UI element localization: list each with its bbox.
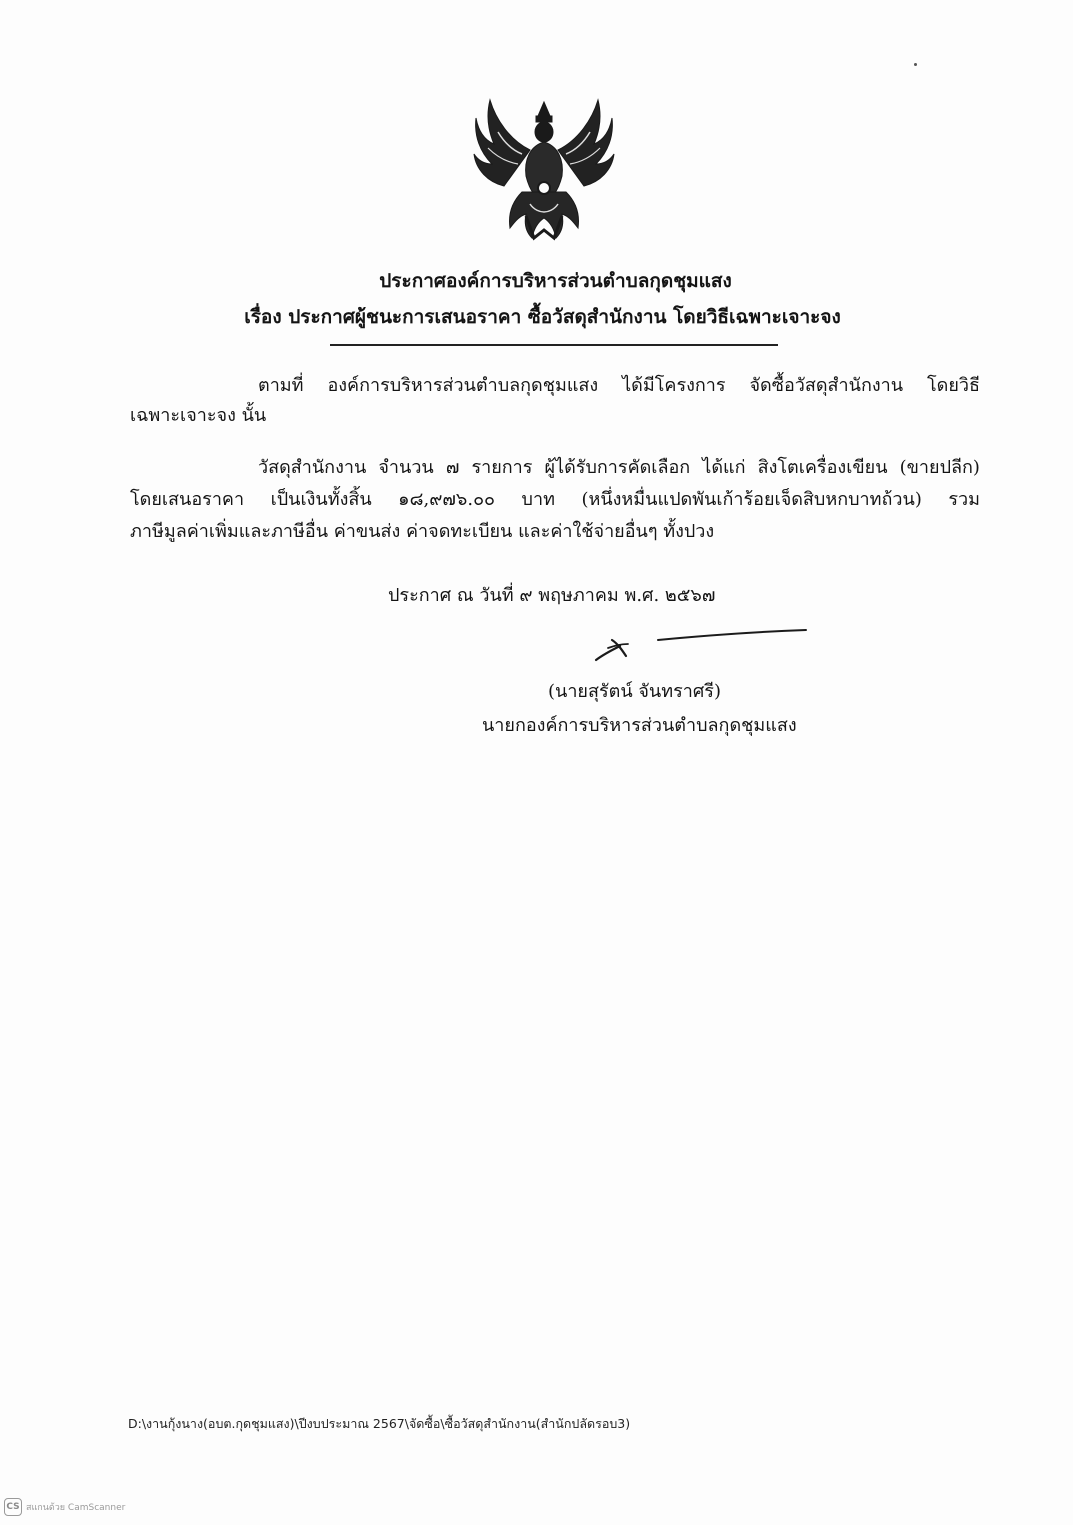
signatory-name: (นายสุรัตน์ จันทราศรี) xyxy=(548,681,721,702)
signatory-title: นายกองค์การบริหารส่วนตำบลกุดชุมแสง xyxy=(482,715,797,736)
paragraph-2-word: สิงโตเครื่องเขียน xyxy=(757,457,888,478)
paragraph-1-word: องค์การบริหารส่วนตำบลกุดชุมแสง xyxy=(327,375,599,396)
file-path-footer: D:\งานกุ้งนาง(อบต.กุดชุมแสง)\ปีงบประมาณ 2567\จัดซื้อ\ซื้อวัสดุสำนักงาน(สำนักปลัดรอบ3) xyxy=(128,1416,631,1431)
paragraph-2-word: ผู้ได้รับการคัดเลือก xyxy=(544,457,691,478)
amount-in-words: (หนึ่งหมื่นแปดพันเก้าร้อยเจ็ดสิบหกบาทถ้วน) xyxy=(581,489,922,510)
paragraph-1-word: ได้มีโครงการ xyxy=(622,375,726,396)
paragraph-2-word: โดยเสนอราคา xyxy=(130,489,245,510)
paragraph-2-word: จำนวน xyxy=(378,457,434,478)
paragraph-1-line-2: เฉพาะเจาะจง นั้น xyxy=(130,405,267,426)
paragraph-2-word: รวม xyxy=(948,489,980,510)
paragraph-2-word: บาท xyxy=(521,489,555,510)
camscanner-watermark xyxy=(4,1498,125,1516)
paragraph-1-word: ตามที่ xyxy=(258,375,304,396)
paragraph-1-line-1 xyxy=(258,370,980,399)
paragraph-2-word: ๗ xyxy=(445,457,460,478)
paragraph-2-word: วัสดุสำนักงาน xyxy=(258,457,367,478)
paragraph-2-line-2 xyxy=(130,484,980,513)
paragraph-2-line-3: ภาษีมูลค่าเพิ่มและภาษีอื่น ค่าขนส่ง ค่าจดทะเบียน และค่าใช้จ่ายอื่นๆ ทั้งปวง xyxy=(130,521,715,542)
paragraph-2-word: (ขายปลีก) xyxy=(899,457,980,478)
paragraph-2-word: รายการ xyxy=(471,457,533,478)
paragraph-2-line-1 xyxy=(258,452,980,481)
paragraph-1-word: โดยวิธี xyxy=(926,375,980,396)
title-divider xyxy=(330,344,778,346)
document-subject: เรื่อง ประกาศผู้ชนะการเสนอราคา ซื้อวัสดุสำนักงาน โดยวิธีเฉพาะเจาะจง xyxy=(244,306,841,328)
paragraph-2-word: เป็นเงินทั้งสิ้น xyxy=(270,489,372,510)
paragraph-1-word: จัดซื้อวัสดุสำนักงาน xyxy=(749,375,904,396)
amount-value: ๑๘,๙๗๖.๐๐ xyxy=(398,489,496,510)
scan-speck xyxy=(914,63,917,66)
announcement-date: ประกาศ ณ วันที่ ๙ พฤษภาคม พ.ศ. ๒๕๖๗ xyxy=(388,585,716,606)
document-title: ประกาศองค์การบริหารส่วนตำบลกุดชุมแสง xyxy=(379,270,732,292)
handwritten-signature-icon xyxy=(590,622,810,668)
camscanner-label: สแกนด้วย CamScanner xyxy=(26,1503,126,1513)
camscanner-logo-icon: CS xyxy=(4,1498,22,1516)
garuda-emblem-icon xyxy=(470,92,618,252)
paragraph-2-word: ได้แก่ xyxy=(702,457,746,478)
